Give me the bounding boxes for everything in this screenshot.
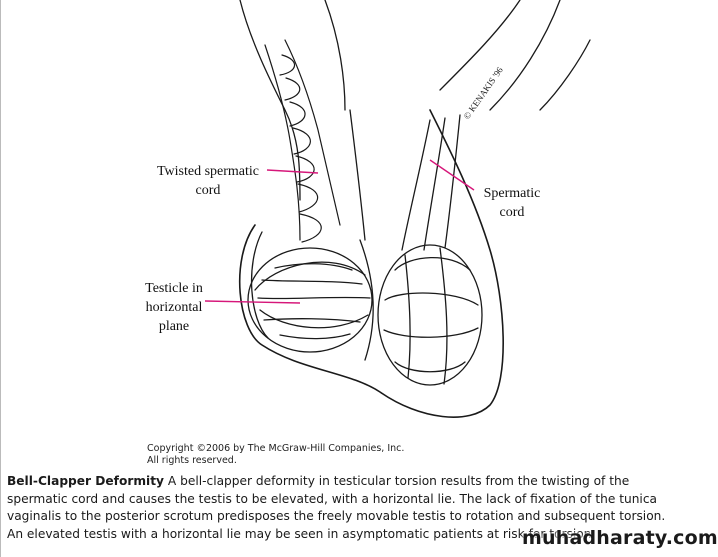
- label-testicle: Testicle in horizontal plane: [145, 281, 203, 334]
- septum: [360, 240, 373, 360]
- site-watermark: muhadharaty.com: [522, 527, 718, 549]
- right-testicle-drawing: [378, 245, 482, 385]
- leader-testicle: [205, 301, 300, 303]
- caption-title: Bell-Clapper Deformity: [7, 474, 164, 488]
- caption-body: A bell-clapper deformity in testicular torsion results from the twisting of the spermatic cord and causes the testis to be elevated, with a horizontal lie. The lack of fixation of the tunica vaginalis to the posterior scrotum predisposes the freely movable testis to rotation and subsequent torsion. An elevated testis with a horizontal lie may be seen in asymptomatic patients at risk for torsion.: [7, 474, 666, 541]
- twisted-cord: [265, 40, 340, 242]
- body-contour-right-3: [540, 40, 590, 110]
- copyright-notice: Copyright ©2006 by The McGraw-Hill Companies, Inc. All rights reserved.: [147, 443, 405, 466]
- body-contour-mid: [325, 0, 345, 110]
- right-cord-line-1: [402, 120, 430, 250]
- left-testicle-drawing: [248, 248, 372, 352]
- label-spermatic-cord: Spermatic cord: [483, 186, 541, 220]
- leader-twisted-cord: [267, 170, 318, 173]
- scrotum-outline: [240, 110, 503, 417]
- right-cord-line-3: [424, 118, 445, 250]
- label-twisted-cord: Twisted spermatic cord: [156, 164, 260, 198]
- artist-signature: © KENAKIS '96: [461, 65, 505, 122]
- body-contour-right: [440, 0, 520, 90]
- right-cord-line-2: [445, 115, 460, 248]
- midline-contour: [350, 110, 365, 240]
- body-contour-right-2: [490, 0, 560, 110]
